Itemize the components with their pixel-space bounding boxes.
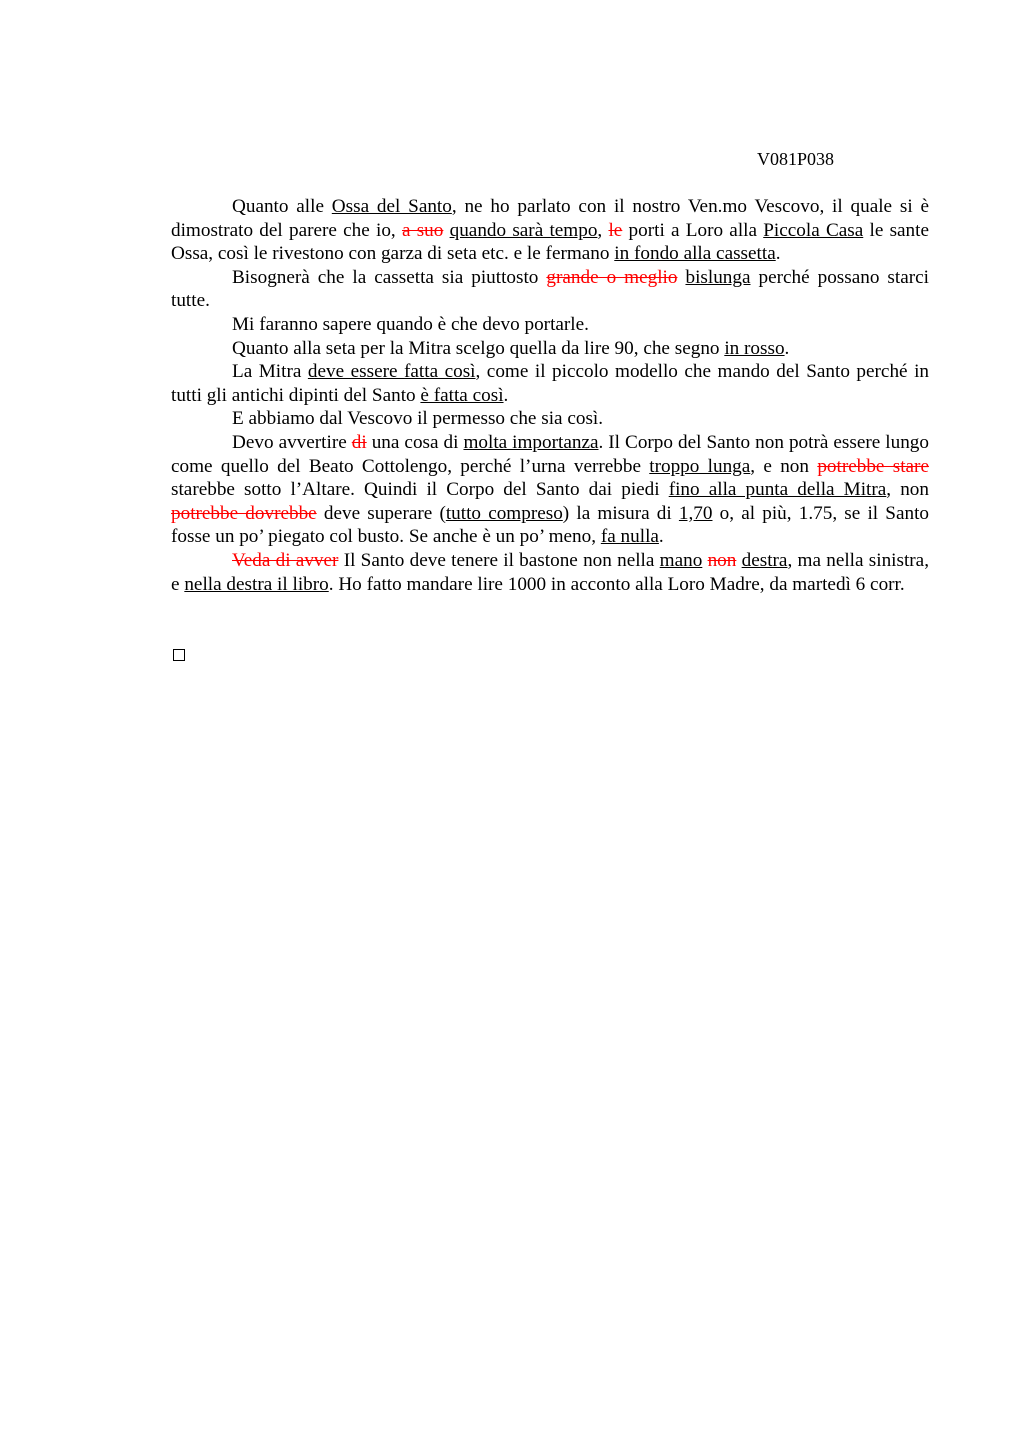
text-run: . <box>658 526 664 548</box>
paragraph <box>171 266 929 313</box>
underlined-text: fa nulla <box>600 526 659 548</box>
paragraph <box>171 549 929 596</box>
underlined-text: destra <box>741 549 788 571</box>
underlined-text: in rosso <box>724 337 785 359</box>
text-run: Quanto alla seta per la Mitra scelgo quella da lire 90, che segno <box>232 337 725 359</box>
text-run: una cosa di <box>366 431 464 453</box>
underlined-text: tutto compreso <box>445 502 563 524</box>
letter-body <box>171 195 929 596</box>
text-run: , ne ho parlato con il nostro Ven.mo Vescovo, il quale si è dimostrato del parere che io, <box>171 196 929 241</box>
text-run: . <box>784 337 790 359</box>
text-run: , e non <box>750 455 818 477</box>
paragraph <box>171 313 929 337</box>
text-run: Bisognerà che la cassetta sia piuttosto <box>232 266 547 288</box>
paragraph <box>171 360 929 407</box>
text-run: porti a Loro alla <box>622 219 764 241</box>
text-run: le sante Ossa, così le rivestono con garza di seta etc. e le fermano <box>171 219 929 265</box>
text-run: . Ho fatto mandare lire 1000 in acconto alla Loro Madre, da martedì 6 corr. <box>328 573 905 595</box>
text-run: . <box>503 384 509 406</box>
underlined-text: bislunga <box>685 266 751 288</box>
text-run: , come il piccolo modello che mando del Santo perché in tutti gli antichi dipinti del Santo <box>171 361 929 406</box>
text-run: Mi faranno sapere quando è che devo portarle. <box>232 313 589 335</box>
text-run: Quanto alle <box>232 196 332 217</box>
underlined-text: fino alla punta della Mitra <box>668 479 887 501</box>
text-run: . Il Corpo del Santo non potrà essere lungo come quello del Beato Cottolengo, perché l’urna verrebbe <box>171 431 929 477</box>
underlined-text: Ossa del Santo <box>331 196 452 217</box>
deleted-text: potrebbe dovrebbe <box>171 502 317 524</box>
underlined-text: in fondo alla cassetta <box>614 243 776 265</box>
underlined-text: molta importanza <box>463 431 599 453</box>
paragraph <box>171 431 929 549</box>
text-run: Devo avvertire <box>232 431 352 453</box>
underlined-text: troppo lunga <box>649 455 751 477</box>
underlined-text: è fatta così <box>420 384 504 406</box>
text-run: deve superare ( <box>316 502 446 524</box>
underlined-text: nella destra il libro <box>184 573 329 595</box>
deleted-text: di <box>351 431 367 453</box>
checkbox-icon[interactable] <box>173 649 185 661</box>
underlined-text: quando sarà tempo <box>449 219 598 241</box>
text-run: , ma nella sinistra, e <box>171 549 929 595</box>
text-run: , <box>597 219 609 241</box>
deleted-text: a suo <box>401 219 444 241</box>
text-run: La Mitra <box>232 361 308 383</box>
text-run: ) la misura di <box>562 502 679 524</box>
deleted-text: le <box>608 219 623 241</box>
text-run: o, al più, 1.75, se il Santo fosse un po’ piegato col busto. Se anche è un po’ meno, <box>171 502 930 548</box>
document-code: V081P038 <box>757 149 835 169</box>
paragraph <box>171 407 929 431</box>
text-run: Il Santo deve tenere il bastone non nella <box>338 549 660 571</box>
text-run: starebbe sotto l’Altare. Quindi il Corpo del Santo dai piedi <box>171 479 669 501</box>
underlined-text: 1,70 <box>678 502 713 524</box>
paragraph <box>171 337 929 361</box>
text-run: E abbiamo dal Vescovo il permesso che sia così. <box>232 408 604 430</box>
deleted-text: grande o meglio <box>546 266 678 288</box>
underlined-text: Piccola Casa <box>763 219 864 241</box>
text-run: perché possano starci tutte. <box>171 266 929 312</box>
deleted-text: potrebbe stare <box>817 455 929 477</box>
paragraph <box>171 195 929 266</box>
deleted-text: non <box>707 549 737 571</box>
text-run: , non <box>886 479 929 501</box>
underlined-text: mano <box>659 549 703 571</box>
underlined-text: deve essere fatta così <box>307 361 476 383</box>
text-run: . <box>775 243 781 265</box>
deleted-text: Veda di avver <box>232 549 339 571</box>
